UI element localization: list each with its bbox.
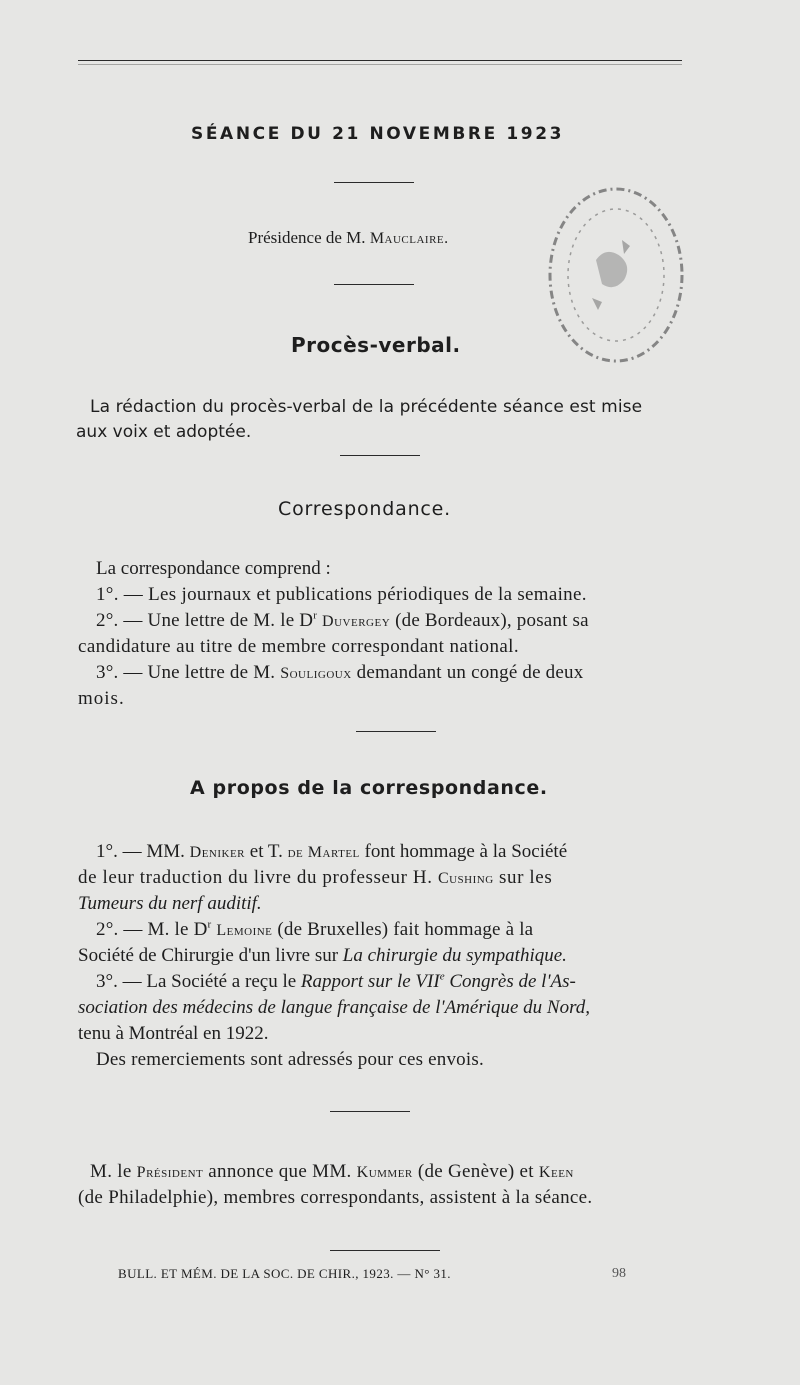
- person-name: Lemoine: [216, 922, 273, 939]
- a-propos-item-3: 3°. — La Société a reçu le Rapport sur le VIIe Congrès de l'As-: [96, 970, 576, 992]
- title-president: Président: [136, 1164, 204, 1181]
- footer-citation: BULL. ET MÉM. DE LA SOC. DE CHIR., 1923. — N° 31.: [118, 1266, 451, 1281]
- person-name: Cushing: [437, 870, 494, 887]
- divider: [356, 731, 436, 732]
- presidency-line: [248, 226, 449, 251]
- president-name: Mauclaire.: [369, 230, 449, 247]
- a-propos-item-2-cont: Société de Chirurgie d'un livre sur La chirurgie du sympathique.: [78, 945, 567, 966]
- person-name: Deniker: [189, 844, 246, 861]
- person-name: Duvergey: [322, 613, 391, 630]
- top-rule-thin: [78, 64, 682, 65]
- correspondance-item-3-cont: mois.: [78, 688, 125, 709]
- presidency-prefix: Présidence de M.: [248, 228, 366, 247]
- a-propos-item-2: 2°. — M. le $D^r$ Lemoine (de Bruxelles) fait hommage à la: [96, 918, 534, 940]
- a-propos-thanks: Des remerciements sont adressés pour ces envois.: [96, 1049, 484, 1070]
- divider: [330, 1111, 410, 1112]
- a-propos-item-3-end: tenu à Montréal en 1922.: [78, 1023, 269, 1044]
- page-number: 98: [612, 1266, 626, 1281]
- top-rule: [78, 60, 682, 61]
- divider: [334, 284, 414, 285]
- footer-rule: [330, 1250, 440, 1251]
- person-name: Souligoux: [280, 665, 352, 682]
- person-name: Keen: [538, 1164, 574, 1181]
- correspondance-heading: Correspondance.: [278, 498, 451, 520]
- announcement-line-2: (de Philadelphie), membres correspondants, assistent à la séance.: [78, 1187, 593, 1208]
- proces-verbal-heading: Procès-verbal.: [291, 333, 461, 357]
- correspondance-item-2-cont: candidature au titre de membre correspondant national.: [78, 636, 520, 657]
- divider: [340, 455, 420, 456]
- library-stamp-icon: [536, 180, 696, 370]
- session-title: SÉANCE DU 21 NOVEMBRE 1923: [191, 124, 565, 144]
- correspondance-item-3: 3°. — Une lettre de M. Souligoux demandant un congé de deux: [96, 662, 584, 683]
- correspondance-item-2: 2°. — Une lettre de M. le $D^r$ Duvergey (de Bordeaux), posant sa: [96, 609, 589, 631]
- person-name: de Martel: [287, 844, 360, 861]
- a-propos-heading: A propos de la correspondance.: [190, 777, 548, 799]
- divider: [334, 182, 414, 183]
- proces-verbal-line-1: La rédaction du procès-verbal de la précédente séance est mise: [90, 397, 643, 417]
- person-name: Kummer: [356, 1164, 413, 1181]
- a-propos-item-1-title: Tumeurs du nerf auditif.: [78, 893, 262, 914]
- correspondance-intro: La correspondance comprend :: [96, 558, 331, 579]
- correspondance-item-1: 1°. — Les journaux et publications périodiques de la semaine.: [96, 584, 587, 605]
- a-propos-item-1-cont: de leur traduction du livre du professeur H. Cushing sur les: [78, 867, 553, 888]
- announcement-line-1: M. le Président annonce que MM. Kummer (de Genève) et Keen: [90, 1161, 574, 1182]
- a-propos-item-1: 1°. — MM. Deniker et T. de Martel font hommage à la Société: [96, 841, 568, 862]
- a-propos-item-3-cont: sociation des médecins de langue française de l'Amérique du Nord,: [78, 997, 591, 1018]
- proces-verbal-line-2: aux voix et adoptée.: [76, 422, 252, 442]
